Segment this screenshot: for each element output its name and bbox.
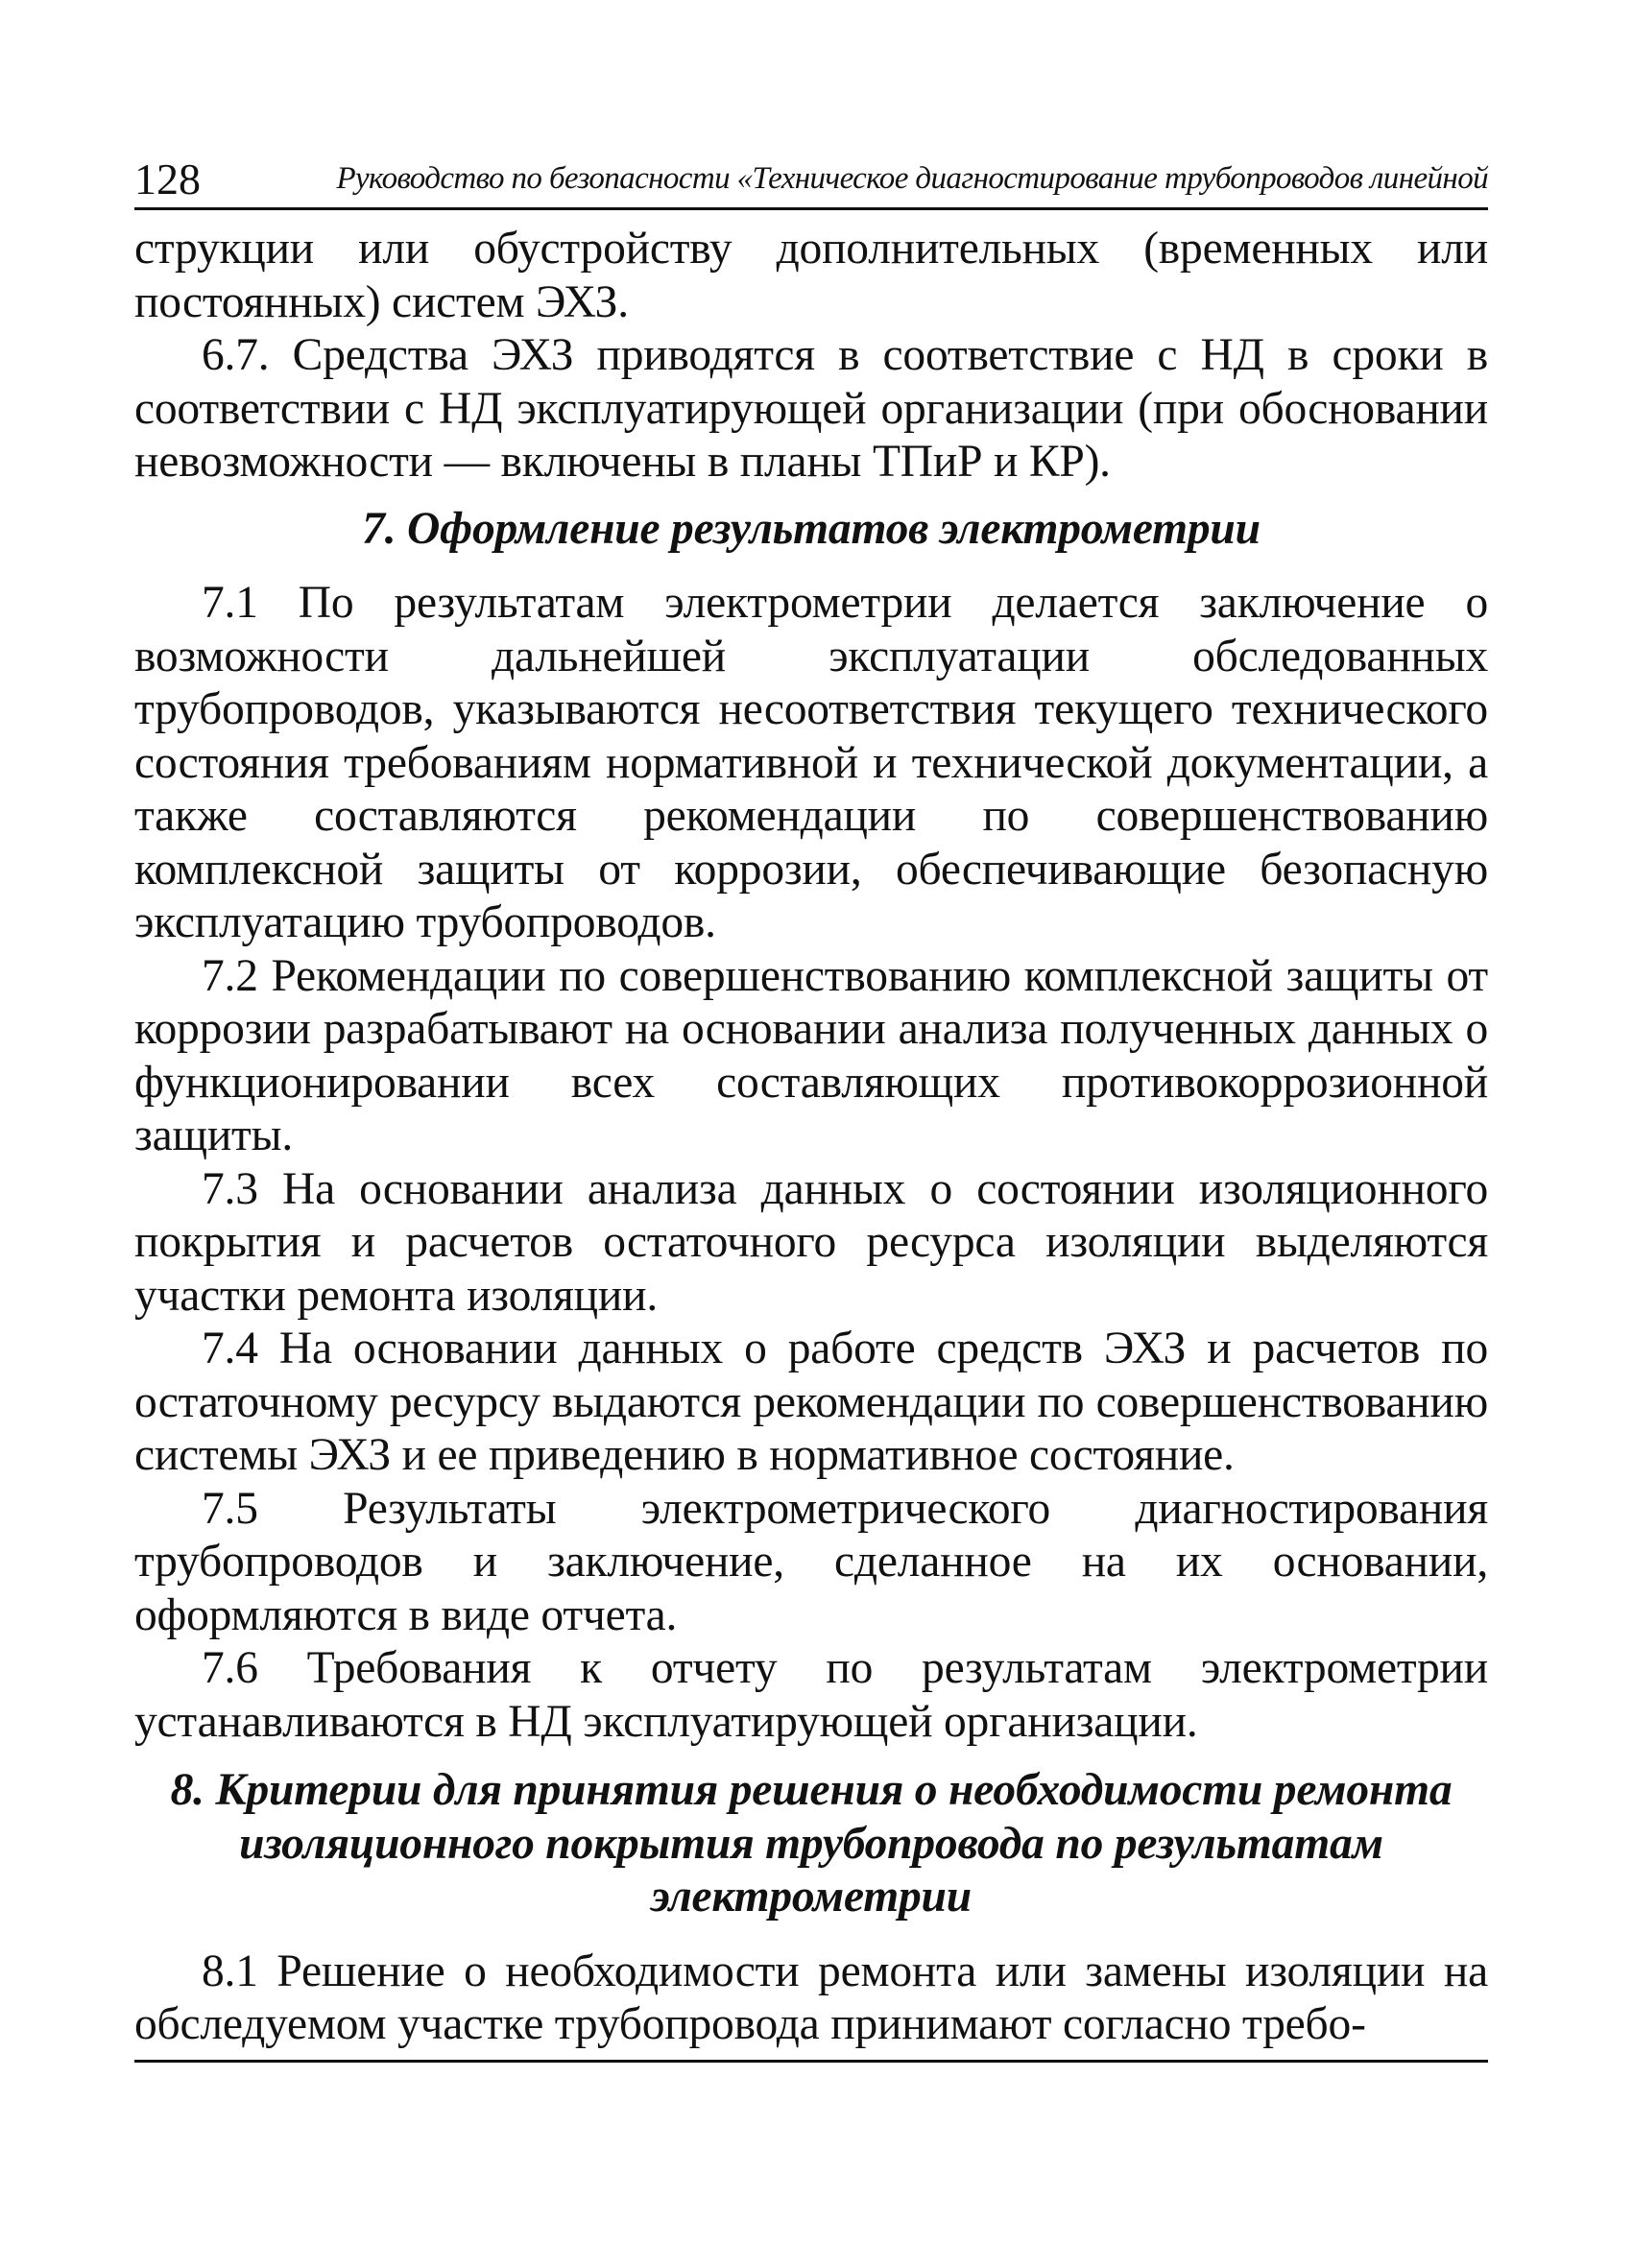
paragraph-7-4: 7.4 На основании данных о работе средств ЭХЗ и расчетов по остаточному ресурсу выдаются рекомендации по совершенствованию системы ЭХЗ и ее приведению в нормативное состояние. — [134, 1324, 1488, 1480]
body-text — [134, 223, 1488, 2052]
paragraph-6-7: 6.7. Средства ЭХЗ приводятся в соответствие с НД в сроки в соответствии с НД эксплуатирующей организации (при обосновании невозможности — включены в планы ТПиР и КР). — [134, 330, 1488, 487]
running-header — [134, 144, 1488, 210]
paragraph-7-3: 7.3 На основании анализа данных о состоянии изоляционного покрытия и расчетов остаточного ресурса изоляции выделяются участки ремонта изоляции. — [134, 1163, 1488, 1321]
paragraph-7-6: 7.6 Требования к отчету по результатам электрометрии устанавливаются в НД эксплуатирующей организации. — [134, 1643, 1488, 1747]
paragraph-8-1: 8.1 Решение о необходимости ремонта или замены изоляции на обследуемом участке трубопровода принимают согласно требо- — [134, 1946, 1488, 2049]
bottom-rule — [134, 2060, 1488, 2063]
paragraph-continuation: струкции или обустройству дополнительных (временных или постоянных) систем ЭХЗ. — [134, 224, 1488, 327]
paragraph-7-1: 7.1 По результатам электрометрии делается заключение о возможности дальнейшей эксплуатации обследованных трубопроводов, указываются несоответствия текущего технического состояния требованиям нормативной и технической документации, а также составляются рекомендации по совершенствованию комплексной защиты от коррозии, обеспечивающие безопасную эксплуатацию трубопроводов. — [134, 578, 1488, 947]
running-title: Руководство по безопасности «Техническое диагностирование трубопроводов линейной — [336, 161, 1488, 196]
paragraph-7-5: 7.5 Результаты электрометрического диагностирования трубопроводов и заключение, сделанное на их основании, оформляются в виде отчета. — [134, 1483, 1488, 1640]
paragraph-7-2: 7.2 Рекомендации по совершенствованию комплексной защиты от коррозии разрабатывают на основании анализа полученных данных о функционировании всех составляющих противокоррозионной защиты. — [134, 950, 1488, 1160]
page-number: 128 — [134, 155, 201, 203]
section-heading-7: 7. Оформление результатов электрометрии — [362, 503, 1261, 554]
section-heading-8: 8. Критерии для принятия решения о необходимости ремонта изоляционного покрытия трубопровода по результатам электрометрии — [170, 1765, 1453, 1922]
